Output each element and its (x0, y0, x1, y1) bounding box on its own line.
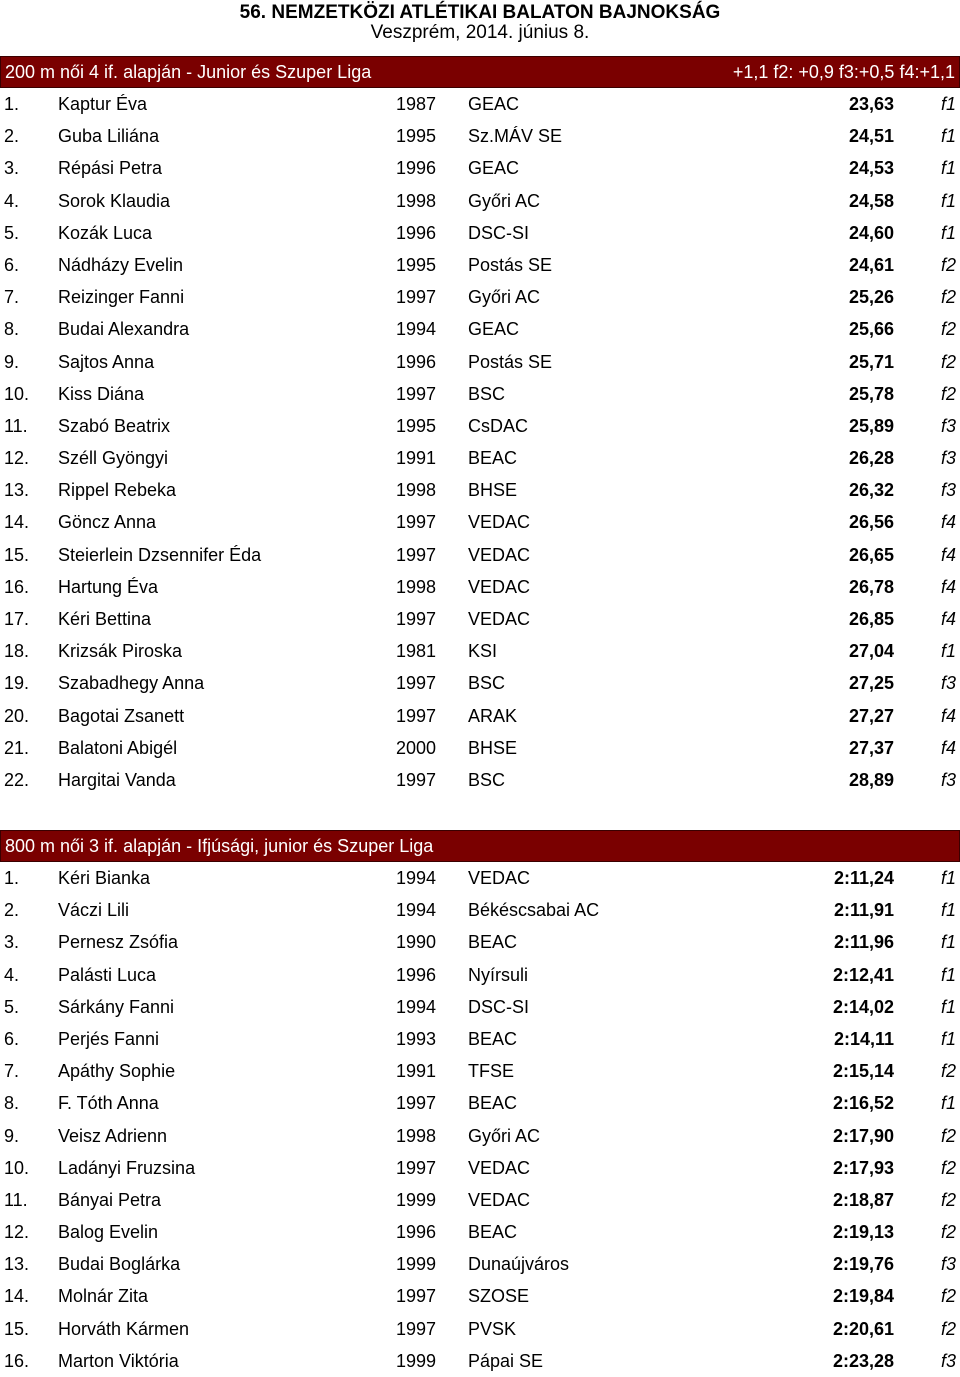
result-row (0, 506, 960, 538)
heat-label: f1 (940, 964, 956, 985)
result-row (0, 88, 960, 120)
heat-label: f2 (940, 1318, 956, 1339)
club-name: BHSE (468, 737, 518, 758)
birth-year: 1991 (396, 448, 437, 469)
birth-year: 1997 (396, 673, 437, 694)
club-name: BEAC (468, 1093, 518, 1114)
result-row (0, 894, 960, 926)
club-name: GEAC (468, 158, 520, 179)
place-cell: 14. (4, 512, 30, 533)
heat-label: f4 (940, 705, 956, 726)
athlete-name: F. Tóth Anna (58, 1093, 159, 1114)
birth-year: 1997 (396, 287, 437, 308)
athlete-name: Kozák Luca (58, 222, 153, 243)
athlete-name: Krizsák Piroska (58, 641, 183, 662)
place-cell: 10. (4, 383, 30, 404)
result-time: 24,60 (848, 222, 894, 243)
heat-label: f1 (940, 222, 956, 243)
result-time: 27,37 (848, 737, 894, 758)
birth-year: 1998 (396, 480, 437, 501)
birth-year: 1994 (396, 996, 437, 1017)
birth-year: 1999 (396, 1254, 437, 1275)
club-name: BEAC (468, 1028, 518, 1049)
club-name: GEAC (468, 94, 520, 114)
place-cell: 12. (4, 448, 30, 469)
club-name: CsDAC (468, 415, 529, 436)
heat-label: f1 (940, 158, 956, 179)
heat-label: f1 (940, 190, 956, 211)
result-time: 2:14,11 (833, 1028, 894, 1049)
place-cell: 12. (4, 1222, 30, 1243)
club-name: Nyírsuli (468, 964, 529, 985)
athlete-name: Göncz Anna (58, 512, 157, 533)
place-cell: 6. (4, 254, 20, 275)
result-row (0, 1055, 960, 1087)
heat-label: f1 (940, 1028, 956, 1049)
athlete-name: Balatoni Abigél (58, 737, 178, 758)
club-name: BEAC (468, 448, 518, 469)
heat-label: f4 (940, 576, 956, 597)
result-time: 25,71 (848, 351, 894, 372)
result-time: 2:19,76 (832, 1254, 894, 1275)
result-time: 27,25 (848, 673, 894, 694)
birth-year: 1997 (396, 512, 437, 533)
result-row (0, 1120, 960, 1152)
place-cell: 20. (4, 705, 30, 726)
birth-year: 1996 (396, 351, 437, 372)
place-cell: 4. (4, 964, 20, 985)
club-name: Győri AC (468, 287, 541, 308)
athlete-name: Hargitai Vanda (58, 769, 176, 790)
athlete-name: Sárkány Fanni (58, 996, 175, 1017)
birth-year: 1997 (396, 1286, 437, 1307)
result-row (0, 1216, 960, 1248)
result-time: 26,85 (848, 609, 894, 629)
heat-label: f3 (940, 448, 956, 469)
result-row (0, 635, 960, 667)
result-time: 25,66 (848, 319, 894, 340)
birth-year: 1996 (396, 1222, 437, 1243)
section-title: 200 m női 4 if. alapján - Junior és Szuper Liga (5, 62, 372, 82)
result-row (0, 732, 960, 764)
birth-year: 1999 (396, 1350, 437, 1371)
club-name: VEDAC (468, 576, 531, 597)
birth-year: 1997 (396, 1157, 437, 1178)
club-name: DSC-SI (468, 222, 530, 243)
club-name: VEDAC (468, 1189, 531, 1210)
place-cell: 11. (4, 1189, 28, 1210)
result-time: 24,53 (848, 158, 894, 179)
place-cell: 16. (4, 576, 30, 597)
club-name: BEAC (468, 1222, 518, 1243)
result-row (0, 152, 960, 184)
place-cell: 8. (4, 319, 20, 340)
result-row (0, 764, 960, 796)
athlete-name: Perjés Fanni (58, 1028, 160, 1049)
club-name: BHSE (468, 480, 518, 501)
athlete-name: Szabadhegy Anna (58, 673, 205, 694)
document-subtitle: Veszprém, 2014. június 8. (370, 22, 590, 43)
result-time: 2:17,90 (832, 1125, 894, 1146)
athlete-name: Marton Viktória (58, 1350, 179, 1371)
athlete-name: Bagotai Zsanett (58, 705, 185, 726)
heat-label: f4 (940, 737, 956, 758)
result-time: 24,61 (848, 254, 894, 275)
birth-year: 1997 (396, 609, 437, 629)
club-name: VEDAC (468, 512, 531, 533)
athlete-name: Kéri Bianka (58, 868, 151, 888)
heat-label: f2 (940, 1125, 956, 1146)
heat-label: f3 (940, 415, 956, 436)
result-time: 2:14,02 (832, 996, 894, 1017)
athlete-name: Palásti Luca (58, 964, 157, 985)
birth-year: 1999 (396, 1189, 437, 1210)
result-row (0, 1184, 960, 1216)
heat-label: f3 (940, 673, 956, 694)
club-name: Postás SE (468, 254, 553, 275)
athlete-name: Széll Gyöngyi (58, 448, 169, 469)
heat-label: f4 (940, 544, 956, 565)
result-time: 26,32 (848, 480, 894, 501)
place-cell: 10. (4, 1157, 30, 1178)
place-cell: 1. (4, 94, 20, 114)
place-cell: 5. (4, 222, 20, 243)
result-row (0, 1023, 960, 1055)
result-row (0, 410, 960, 442)
birth-year: 1998 (396, 190, 437, 211)
club-name: Pápai SE (468, 1350, 544, 1371)
place-cell: 8. (4, 1093, 20, 1114)
club-name: TFSE (468, 1061, 515, 1082)
place-cell: 7. (4, 1061, 20, 1082)
place-cell: 17. (4, 609, 30, 629)
birth-year: 1997 (396, 769, 437, 790)
athlete-name: Nádházy Evelin (58, 254, 184, 275)
section-header (0, 56, 960, 88)
heat-label: f1 (940, 94, 956, 114)
heat-label: f2 (940, 1189, 956, 1210)
heat-label: f3 (940, 480, 956, 501)
result-row (0, 862, 960, 894)
place-cell: 14. (4, 1286, 30, 1307)
place-cell: 21. (4, 737, 30, 758)
place-cell: 19. (4, 673, 30, 694)
birth-year: 1995 (396, 126, 437, 147)
result-row (0, 217, 960, 249)
heat-label: f2 (940, 287, 956, 308)
place-cell: 9. (4, 351, 20, 372)
athlete-name: Kiss Diána (58, 383, 145, 404)
birth-year: 1996 (396, 158, 437, 179)
result-time: 23,63 (848, 94, 894, 114)
result-row (0, 1087, 960, 1119)
results-section-200m (0, 56, 960, 796)
result-time: 24,51 (848, 126, 894, 147)
place-cell: 13. (4, 480, 30, 501)
result-time: 26,56 (848, 512, 894, 533)
club-name: ARAK (468, 705, 518, 726)
athlete-name: Sorok Klaudia (58, 190, 171, 211)
athlete-name: Reizinger Fanni (58, 287, 185, 308)
place-cell: 3. (4, 932, 20, 953)
place-cell: 4. (4, 190, 20, 211)
athlete-name: Bányai Petra (58, 1189, 162, 1210)
birth-year: 1997 (396, 1318, 437, 1339)
club-name: VEDAC (468, 544, 531, 565)
result-row (0, 926, 960, 958)
athlete-name: Váczi Lili (58, 900, 130, 921)
result-time: 27,04 (848, 641, 894, 662)
results-list (0, 862, 960, 1377)
result-time: 24,58 (848, 190, 894, 211)
birth-year: 1991 (396, 1061, 437, 1082)
club-name: BEAC (468, 932, 518, 953)
heat-label: f3 (940, 1350, 956, 1371)
result-time: 2:11,91 (833, 900, 894, 921)
birth-year: 1996 (396, 964, 437, 985)
result-row (0, 378, 960, 410)
result-time: 2:17,93 (832, 1157, 894, 1178)
athlete-name: Kaptur Éva (58, 94, 148, 114)
result-row (0, 185, 960, 217)
birth-year: 1995 (396, 254, 437, 275)
birth-year: 1998 (396, 1125, 437, 1146)
club-name: VEDAC (468, 609, 531, 629)
birth-year: 1981 (396, 641, 437, 662)
result-time: 25,26 (848, 287, 894, 308)
athlete-name: Szabó Beatrix (58, 415, 171, 436)
result-time: 28,89 (848, 769, 894, 790)
club-name: Postás SE (468, 351, 553, 372)
athlete-name: Répási Petra (58, 158, 163, 179)
heat-label: f1 (940, 932, 956, 953)
heat-label: f1 (940, 1093, 956, 1114)
result-row (0, 120, 960, 152)
birth-year: 1993 (396, 1028, 437, 1049)
athlete-name: Rippel Rebeka (58, 480, 177, 501)
club-name: BSC (468, 769, 506, 790)
result-row (0, 281, 960, 313)
club-name: Győri AC (468, 190, 541, 211)
athlete-name: Veisz Adrienn (58, 1125, 168, 1146)
result-time: 25,89 (848, 415, 894, 436)
birth-year: 1997 (396, 1093, 437, 1114)
club-name: GEAC (468, 319, 520, 340)
result-time: 2:23,28 (832, 1350, 894, 1371)
result-row (0, 1248, 960, 1280)
birth-year: 1994 (396, 868, 437, 888)
wind-info: +1,1 f2: +0,9 f3:+0,5 f4:+1,1 (732, 62, 955, 82)
birth-year: 1998 (396, 576, 437, 597)
result-time: 25,78 (848, 383, 894, 404)
club-name: Dunaújváros (468, 1254, 570, 1275)
athlete-name: Pernesz Zsófia (58, 932, 179, 953)
result-row (0, 700, 960, 732)
birth-year: 1995 (396, 415, 437, 436)
athlete-name: Steierlein Dzsennifer Éda (58, 544, 262, 565)
result-row (0, 539, 960, 571)
heat-label: f2 (940, 351, 956, 372)
heat-label: f2 (940, 1286, 956, 1307)
club-name: KSI (468, 641, 498, 662)
birth-year: 1997 (396, 544, 437, 565)
heat-label: f1 (940, 868, 956, 888)
heat-label: f3 (940, 769, 956, 790)
heat-label: f3 (940, 1254, 956, 1275)
place-cell: 3. (4, 158, 20, 179)
result-time: 2:20,61 (832, 1318, 894, 1339)
heat-label: f4 (940, 609, 956, 629)
result-time: 2:18,87 (832, 1189, 894, 1210)
result-time: 2:19,13 (832, 1222, 894, 1243)
place-cell: 11. (4, 415, 28, 436)
heat-label: f2 (940, 383, 956, 404)
place-cell: 15. (4, 544, 30, 565)
club-name: Győri AC (468, 1125, 541, 1146)
birth-year: 1997 (396, 705, 437, 726)
results-section-800m (0, 830, 960, 1377)
club-name: SZOSE (468, 1286, 530, 1307)
result-row (0, 1345, 960, 1377)
birth-year: 1990 (396, 932, 437, 953)
place-cell: 6. (4, 1028, 20, 1049)
result-time: 2:16,52 (832, 1093, 894, 1114)
heat-label: f2 (940, 254, 956, 275)
birth-year: 1994 (396, 900, 437, 921)
birth-year: 1997 (396, 383, 437, 404)
result-time: 27,27 (848, 705, 894, 726)
athlete-name: Budai Boglárka (58, 1254, 181, 1275)
document-title: 56. NEMZETKÖZI ATLÉTIKAI BALATON BAJNOKSÁG (239, 2, 721, 23)
athlete-name: Molnár Zita (58, 1286, 149, 1307)
result-row (0, 1280, 960, 1312)
birth-year: 1987 (396, 94, 437, 114)
heat-label: f2 (940, 1157, 956, 1178)
result-row (0, 249, 960, 281)
result-time: 2:15,14 (832, 1061, 894, 1082)
heat-label: f1 (940, 126, 956, 147)
section-title: 800 m női 3 if. alapján - Ifjúsági, junior és Szuper Liga (5, 836, 434, 856)
result-row (0, 959, 960, 991)
birth-year: 1994 (396, 319, 437, 340)
result-row (0, 1152, 960, 1184)
results-list (0, 88, 960, 796)
heat-label: f4 (940, 512, 956, 533)
place-cell: 16. (4, 1350, 30, 1371)
place-cell: 9. (4, 1125, 20, 1146)
athlete-name: Hartung Éva (58, 576, 159, 597)
club-name: VEDAC (468, 868, 531, 888)
club-name: DSC-SI (468, 996, 530, 1017)
birth-year: 1996 (396, 222, 437, 243)
result-time: 26,28 (848, 448, 894, 469)
heat-label: f1 (940, 996, 956, 1017)
athlete-name: Guba Liliána (58, 126, 160, 147)
athlete-name: Ladányi Fruzsina (58, 1157, 196, 1178)
result-time: 2:11,96 (833, 932, 894, 953)
place-cell: 15. (4, 1318, 30, 1339)
place-cell: 5. (4, 996, 20, 1017)
birth-year: 2000 (396, 737, 437, 758)
result-row (0, 603, 960, 635)
club-name: Békéscsabai AC (468, 900, 600, 921)
result-row (0, 474, 960, 506)
athlete-name: Sajtos Anna (58, 351, 155, 372)
heat-label: f2 (940, 1222, 956, 1243)
heat-label: f2 (940, 319, 956, 340)
place-cell: 22. (4, 769, 30, 790)
result-time: 2:19,84 (832, 1286, 894, 1307)
result-time: 2:12,41 (832, 964, 894, 985)
athlete-name: Kéri Bettina (58, 609, 152, 629)
section-header (0, 830, 960, 862)
result-time: 26,65 (848, 544, 894, 565)
club-name: BSC (468, 673, 506, 694)
club-name: PVSK (468, 1318, 517, 1339)
club-name: Sz.MÁV SE (468, 126, 563, 147)
heat-label: f1 (940, 641, 956, 662)
athlete-name: Horváth Kármen (58, 1318, 190, 1339)
result-row (0, 442, 960, 474)
heat-label: f1 (940, 900, 956, 921)
place-cell: 13. (4, 1254, 30, 1275)
result-time: 2:11,24 (833, 868, 894, 888)
result-row (0, 346, 960, 378)
result-row (0, 571, 960, 603)
athlete-name: Apáthy Sophie (58, 1061, 176, 1082)
result-row (0, 667, 960, 699)
club-name: VEDAC (468, 1157, 531, 1178)
heat-label: f2 (940, 1061, 956, 1082)
result-row (0, 991, 960, 1023)
place-cell: 1. (4, 868, 20, 888)
result-row (0, 1313, 960, 1345)
place-cell: 2. (4, 126, 20, 147)
result-time: 26,78 (848, 576, 894, 597)
result-row (0, 313, 960, 345)
place-cell: 18. (4, 641, 30, 662)
place-cell: 2. (4, 900, 20, 921)
athlete-name: Budai Alexandra (58, 319, 190, 340)
club-name: BSC (468, 383, 506, 404)
place-cell: 7. (4, 287, 20, 308)
athlete-name: Balog Evelin (58, 1222, 159, 1243)
